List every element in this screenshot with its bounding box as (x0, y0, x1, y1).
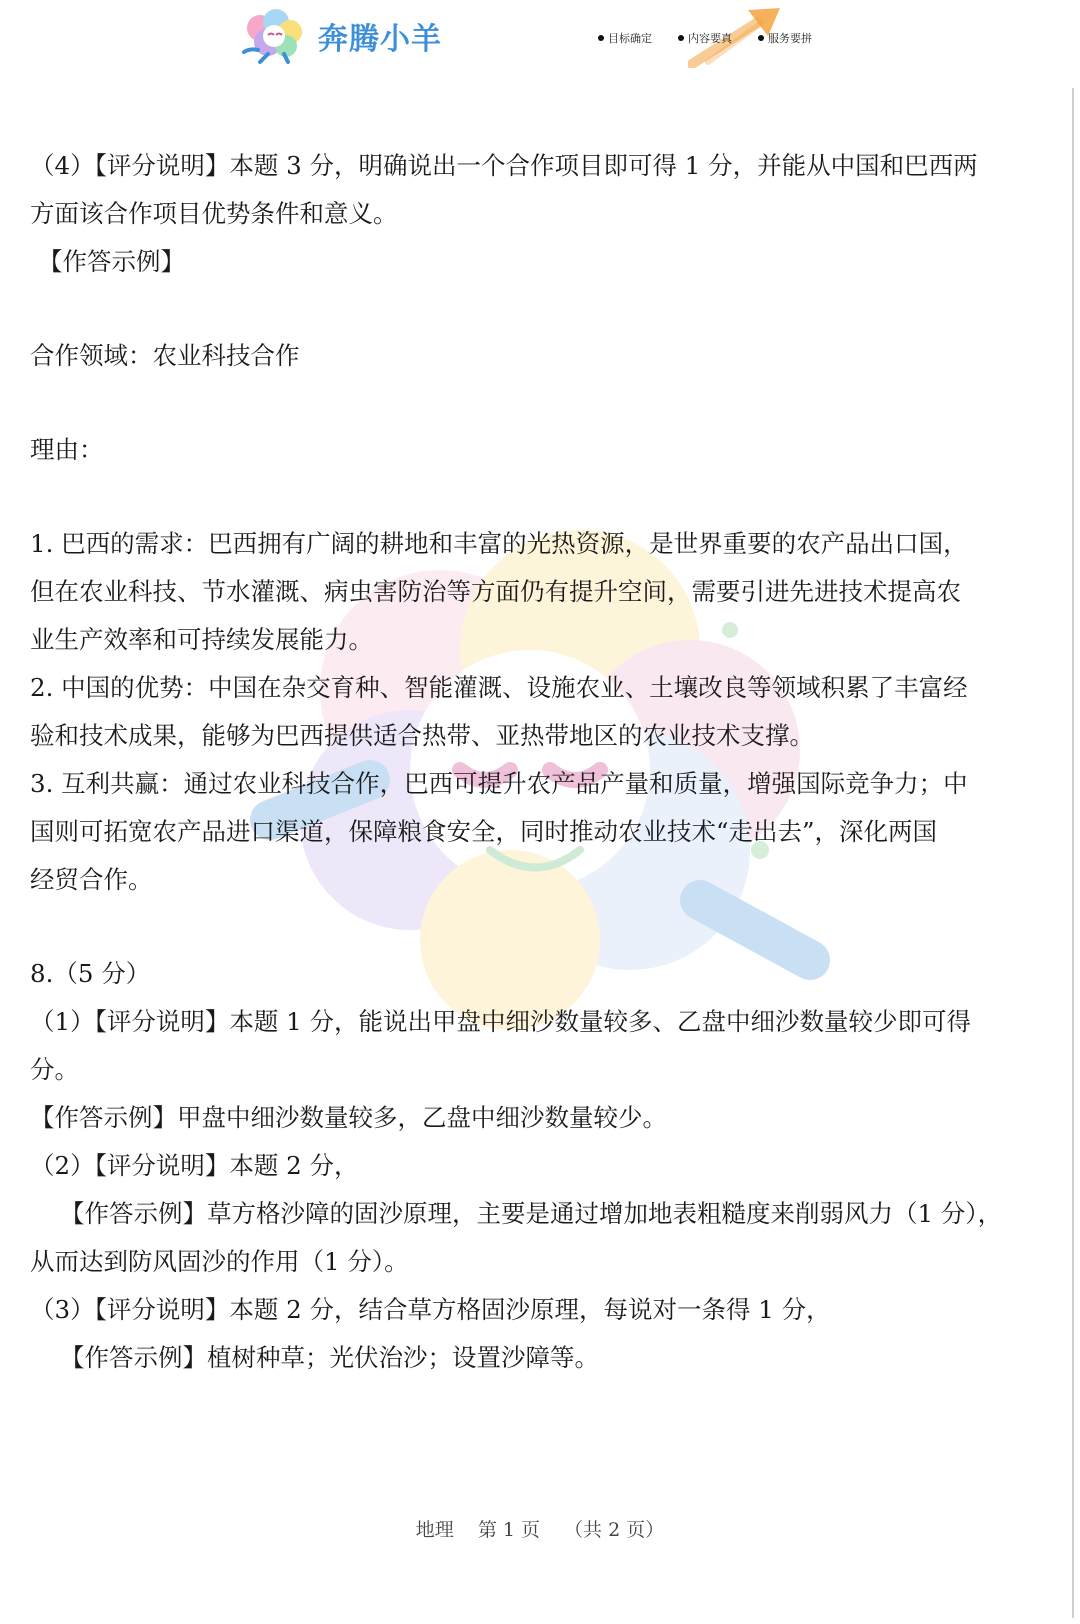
text-line: 分。 (30, 1055, 79, 1084)
text-line: （4）【评分说明】本题 3 分，明确说出一个合作项目即可得 1 分，并能从中国和巴西两 (30, 151, 978, 180)
text-line: 但在农业科技、节水灌溉、病虫害防治等方面仍有提升空间，需要引进先进技术提高农 (30, 577, 961, 606)
text-line: 【作答示例】植树种草；光伏治沙；设置沙障等。 (60, 1343, 599, 1372)
tagline-item: 目标确定 (598, 30, 652, 46)
header-taglines (598, 30, 812, 46)
text-line: 【作答示例】 (38, 247, 185, 276)
tagline-item: 内容要真 (678, 30, 732, 46)
brand-name: 奔腾小羊 (318, 22, 442, 57)
text-line: 方面该合作项目优势条件和意义。 (30, 199, 398, 228)
tagline-item: 服务要拼 (758, 30, 812, 46)
page-footer (0, 1515, 1080, 1542)
page-header (0, 0, 1080, 90)
bullet-icon (758, 35, 764, 41)
text-line: 验和技术成果，能够为巴西提供适合热带、亚热带地区的农业技术支撑。 (30, 721, 814, 750)
bullet-icon (678, 35, 684, 41)
footer-total-pages: （共 2 页） (564, 1519, 665, 1541)
bullet-icon (598, 35, 604, 41)
answer-content (30, 142, 1050, 1382)
text-line: 8.（5 分） (30, 959, 151, 988)
page-edge-rule (1072, 88, 1074, 1618)
text-line: （1）【评分说明】本题 1 分，能说出甲盘中细沙数量较多、乙盘中细沙数量较少即可得 (30, 1007, 971, 1036)
blank-line (30, 286, 1050, 332)
text-line: 国则可拓宽农产品进口渠道，保障粮食安全，同时推动农业技术“走出去”，深化两国 (30, 817, 938, 846)
text-line: 【作答示例】甲盘中细沙数量较多，乙盘中细沙数量较少。 (30, 1103, 667, 1132)
blank-line (30, 904, 1050, 950)
blank-line (30, 380, 1050, 426)
text-line: 合作领域：农业科技合作 (30, 341, 300, 370)
text-line: 3. 互利共赢：通过农业科技合作，巴西可提升农产品产量和质量，增强国际竞争力；中 (30, 769, 968, 798)
text-line: 【作答示例】草方格沙障的固沙原理，主要是通过增加地表粗糙度来削弱风力（1 分）， (60, 1199, 1003, 1228)
blank-line (30, 474, 1050, 520)
text-line: （3）【评分说明】本题 2 分，结合草方格固沙原理，每说对一条得 1 分， (30, 1295, 831, 1324)
footer-subject: 地理 (415, 1519, 454, 1541)
text-line: 从而达到防风固沙的作用（1 分）。 (30, 1247, 409, 1276)
text-line: 业生产效率和可持续发展能力。 (30, 625, 373, 654)
footer-page-number: 第 1 页 (477, 1519, 540, 1541)
text-line: （2）【评分说明】本题 2 分， (30, 1151, 359, 1180)
text-line: 2. 中国的优势：中国在杂交育种、智能灌溉、设施农业、土壤改良等领域积累了丰富经 (30, 673, 968, 702)
text-line: 经贸合作。 (30, 865, 153, 894)
sheep-logo-icon (238, 6, 310, 70)
text-line: 1. 巴西的需求：巴西拥有广阔的耕地和丰富的光热资源，是世界重要的农产品出口国， (30, 529, 968, 558)
text-line: 理由： (30, 435, 104, 464)
